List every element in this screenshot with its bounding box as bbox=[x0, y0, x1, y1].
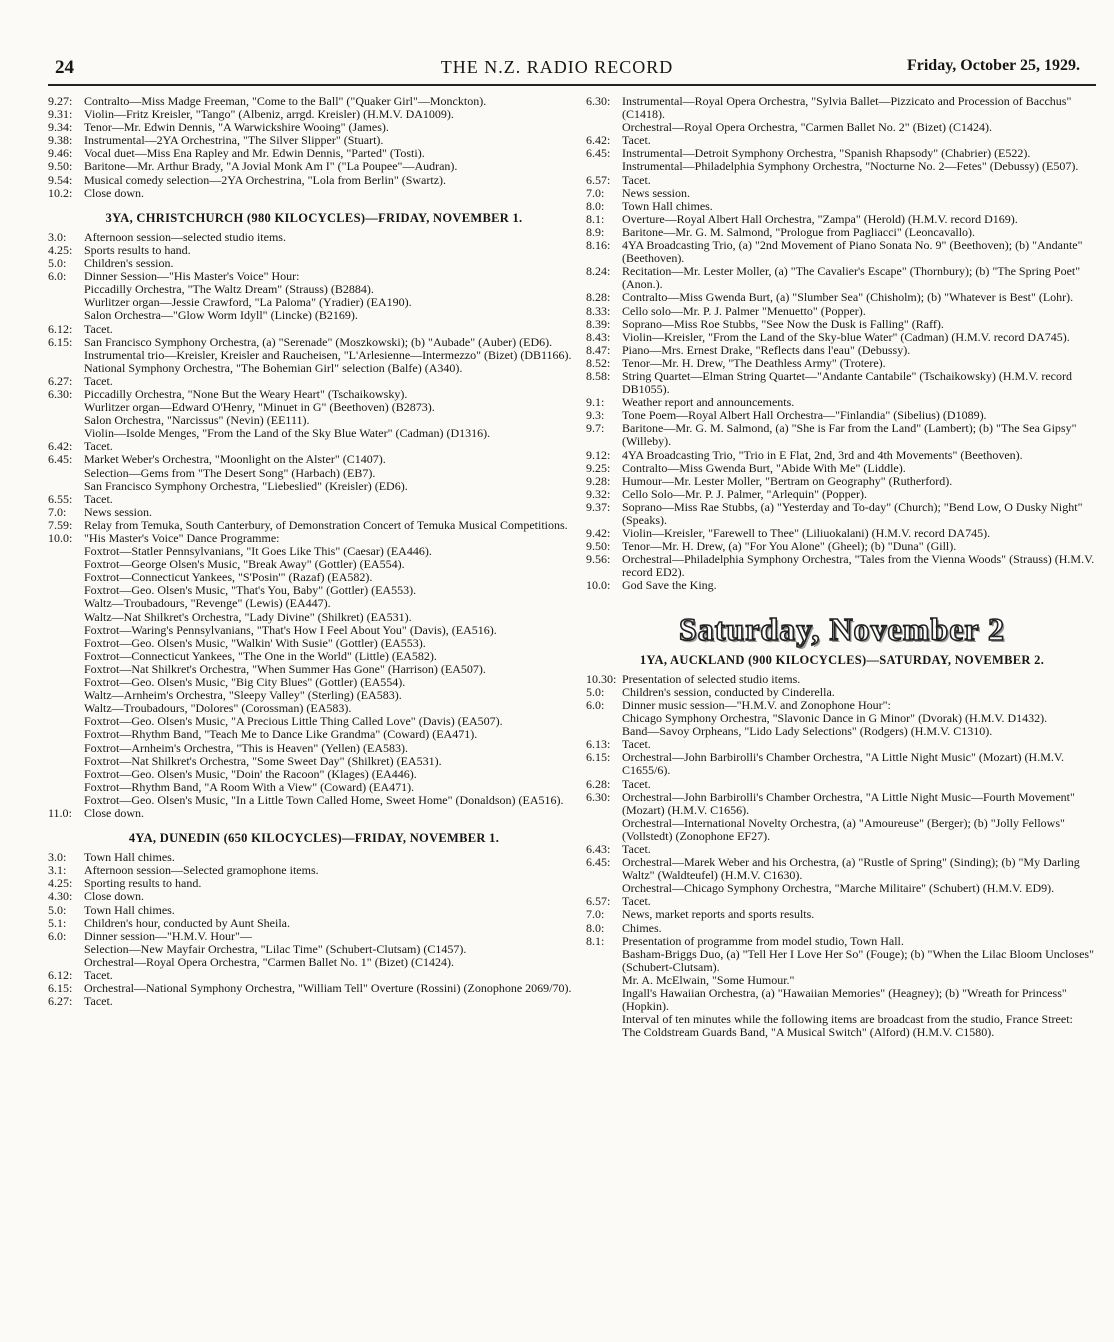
entry-time: 8.1 : bbox=[586, 935, 622, 948]
entry-time: 9.27 : bbox=[48, 95, 84, 108]
sub-item: Foxtrot—Geo. Olsen's Music, "That's You, Baby" (Gottler) (EA553). bbox=[84, 583, 417, 598]
entry-text: Children's session. bbox=[84, 256, 174, 271]
publication-title: THE N.Z. RADIO RECORD bbox=[440, 57, 674, 77]
sub-item: Interval of ten minutes while the following items are broadcast from the studio, France Street: bbox=[622, 1012, 1073, 1027]
schedule-entry bbox=[586, 239, 1098, 265]
schedule-entry bbox=[48, 890, 580, 903]
schedule-entry bbox=[586, 449, 1098, 462]
entry-text: Town Hall chimes. bbox=[622, 198, 713, 213]
schedule-entry bbox=[586, 318, 1098, 331]
sub-item: Mr. A. McElwain, "Some Humour." bbox=[622, 972, 795, 987]
schedule-entry bbox=[586, 187, 1098, 200]
entry-text: 4YA Broadcasting Trio, (a) "2nd Movement of Piano Sonata No. 9" (Beethoven); (b) "Andante" (Beethoven). bbox=[622, 238, 1083, 266]
entry-text: Tone Poem—Royal Albert Hall Orchestra—"Finlandia" (Sibelius) (D1089). bbox=[622, 408, 987, 423]
sub-item: Basham-Briggs Duo, (a) "Tell Her I Love Her So" (Fouge); (b) "When the Lilac Bloom Uncloses" (Schubert-Clutsam). bbox=[622, 946, 1094, 974]
schedule-entry bbox=[586, 751, 1098, 777]
left-column bbox=[48, 95, 580, 1008]
entry-text: Tacet. bbox=[84, 321, 113, 336]
sub-item: Waltz—Arnheim's Orchestra, "Sleepy Valley" (Sterling) (EA583). bbox=[84, 688, 402, 703]
entry-text: Overture—Royal Albert Hall Orchestra, "Zampa" (Herold) (H.M.V. record D169). bbox=[622, 211, 1018, 226]
schedule-entry bbox=[48, 160, 580, 173]
schedule-entry bbox=[48, 336, 580, 349]
entry-time: 6.45 : bbox=[586, 856, 622, 882]
sub-item: Chicago Symphony Orchestra, "Slavonic Dance in G Minor" (Dvorak) (H.M.V. D1432). bbox=[622, 711, 1048, 726]
entry-text: Tacet. bbox=[622, 776, 651, 791]
entry-text: Children's hour, conducted by Aunt Sheila. bbox=[84, 915, 290, 930]
sub-item: Selection—Gems from "The Desert Song" (Harbach) (EB7). bbox=[84, 465, 376, 480]
entry-text: Town Hall chimes. bbox=[84, 902, 175, 917]
entry-time: 8.0 : bbox=[586, 922, 622, 935]
entry-time: 10.30 : bbox=[586, 673, 622, 686]
schedule-entry bbox=[586, 213, 1098, 226]
sub-item: Band—Savoy Orpheans, "Lido Lady Selections" (Rodgers) (H.M.V. C1310). bbox=[622, 724, 993, 739]
schedule-entry bbox=[586, 174, 1098, 187]
entry-text: Instrumental—Royal Opera Orchestra, "Sylvia Ballet—Pizzicato and Procession of Bacchus" (C1418). bbox=[622, 94, 1072, 122]
entry-text: Presentation of selected studio items. bbox=[622, 671, 801, 686]
page-header bbox=[0, 57, 1114, 83]
entry-time: 8.9 : bbox=[586, 226, 622, 239]
entry-time: 9.31 : bbox=[48, 108, 84, 121]
sub-item: Violin—Isolde Menges, "From the Land of the Sky Blue Water" (Cadman) (D1316). bbox=[84, 426, 491, 441]
entry-text: Baritone—Mr. G. M. Salmond, "Prologue from Pagliacci" (Leoncavallo). bbox=[622, 224, 976, 239]
sub-item: Foxtrot—Nat Shilkret's Orchestra, "When Summer Has Gone" (Harrison) (EA507). bbox=[84, 661, 486, 676]
station-heading-christchurch: 3YA, CHRISTCHURCH (980 KILOCYCLES)—FRIDAY, NOVEMBER 1. bbox=[105, 210, 523, 225]
entry-time: 6.27 : bbox=[48, 375, 84, 388]
entry-text: Dinner Session—"His Master's Voice" Hour: bbox=[84, 269, 300, 284]
sub-item: National Symphony Orchestra, "The Bohemian Girl" selection (Balfe) (A340). bbox=[84, 360, 463, 375]
entry-time: 8.0 : bbox=[586, 200, 622, 213]
sub-item: Selection—New Mayfair Orchestra, "Lilac Time" (Schubert-Clutsam) (C1457). bbox=[84, 941, 467, 956]
station-heading-auckland: 1YA, AUCKLAND (900 KILOCYCLES)—SATURDAY, NOVEMBER 2. bbox=[639, 652, 1045, 667]
sub-item: Orchestral—Chicago Symphony Orchestra, "Marche Militaire" (Schubert) (H.M.V. ED9). bbox=[622, 881, 1055, 896]
sub-item: Wurlitzer organ—Edward O'Henry, "Minuet in G" (Beethoven) (B2873). bbox=[84, 400, 435, 415]
issue-date: Friday, October 25, 1929. bbox=[906, 57, 1080, 74]
entry-text: Soprano—Miss Rae Stubbs, (a) "Yesterday and To-day" (Church); "Bend Low, O Dusky Night" (Speaks). bbox=[622, 499, 1083, 527]
schedule-entry bbox=[586, 553, 1098, 579]
entry-time: 8.24 : bbox=[586, 265, 622, 291]
entry-text: Piccadilly Orchestra, "None But the Weary Heart" (Tschaikowsky). bbox=[84, 386, 408, 401]
entry-text: Tacet. bbox=[622, 737, 651, 752]
sub-item: Waltz—Troubadours, "Dolores" (Corossman) (EA583). bbox=[84, 701, 352, 716]
entry-time: 6.45 : bbox=[586, 147, 622, 160]
page-number: 24 bbox=[55, 57, 74, 78]
entry-time: 6.15 : bbox=[48, 982, 84, 995]
sub-item: Salon Orchestra, "Narcissus" (Nevin) (EE111). bbox=[84, 413, 310, 428]
entry-text: Dinner music session—"H.M.V. and Zonophone Hour": bbox=[622, 697, 891, 712]
sub-item: Foxtrot—Connecticut Yankees, "The One in the World" (Little) (EA582). bbox=[84, 648, 437, 663]
entry-time: 9.37 : bbox=[586, 501, 622, 527]
schedule-entry bbox=[586, 331, 1098, 344]
sub-item: Foxtrot—Geo. Olsen's Music, "A Precious Little Thing Called Love" (Davis) (EA507). bbox=[84, 714, 503, 729]
entry-time: 9.50 : bbox=[586, 540, 622, 553]
entry-time: 6.30 : bbox=[48, 388, 84, 401]
day-title: Saturday, November 2 bbox=[678, 610, 1006, 647]
entry-text: Tacet. bbox=[622, 133, 651, 148]
schedule-entry bbox=[586, 922, 1098, 935]
entry-time: 9.42 : bbox=[586, 527, 622, 540]
entry-time: 3.0 : bbox=[48, 231, 84, 244]
entry-text: Afternoon session—selected studio items. bbox=[84, 229, 286, 244]
sub-item: Wurlitzer organ—Jessie Crawford, "La Paloma" (Yradier) (EA190). bbox=[84, 295, 412, 310]
entry-time: 8.33 : bbox=[586, 305, 622, 318]
entry-time: 6.0 : bbox=[48, 930, 84, 943]
entry-text: Tacet. bbox=[622, 841, 651, 856]
entry-time: 9.12 : bbox=[586, 449, 622, 462]
schedule-entry bbox=[586, 305, 1098, 318]
entry-text: Baritone—Mr. Arthur Brady, "A Jovial Monk Am I" ("La Poupee"—Audran). bbox=[84, 159, 458, 174]
schedule-entry bbox=[586, 791, 1098, 817]
entry-text: Tenor—Mr. Edwin Dennis, "A Warwickshire Wooing" (James). bbox=[84, 120, 389, 135]
entry-time: 4.30 : bbox=[48, 890, 84, 903]
entry-time: 8.58 : bbox=[586, 370, 622, 396]
entry-text: Close down. bbox=[84, 805, 144, 820]
entry-time: 8.52 : bbox=[586, 357, 622, 370]
sub-item: Foxtrot—Nat Shilkret's Orchestra, "Some Sweet Day" (Shilkret) (EA531). bbox=[84, 753, 442, 768]
schedule-entry bbox=[48, 231, 580, 244]
entry-text: Recitation—Mr. Lester Moller, (a) "The Cavalier's Escape" (Thornbury); (b) "The Spring Poet" (Anon.). bbox=[622, 264, 1081, 292]
entry-time: 6.12 : bbox=[48, 323, 84, 336]
entry-time: 5.0 : bbox=[586, 686, 622, 699]
entry-text: Chimes. bbox=[622, 920, 662, 935]
sub-item: Foxtrot—Rhythm Band, "A Room With a View" (Coward) (EA471). bbox=[84, 779, 415, 794]
sub-item: Foxtrot—Geo. Olsen's Music, "In a Little Town Called Home, Sweet Home" (Donaldson) (EA516). bbox=[84, 792, 564, 807]
entry-text: Tenor—Mr. H. Drew, (a) "For You Alone" (Gheel); (b) "Duna" (Gill). bbox=[622, 539, 957, 554]
entry-text: News session. bbox=[84, 504, 152, 519]
sub-item: Instrumental—Philadelphia Symphony Orchestra, "Nocturne No. 2—Fetes" (Debussy) (E507). bbox=[622, 159, 1079, 174]
entry-text: Orchestral—Marek Weber and his Orchestra, (a) "Rustle of Spring" (Sinding); (b) "My Darling Waltz" (Waldteufel) (H.M.V. C1630). bbox=[622, 855, 1080, 883]
schedule-entry bbox=[586, 686, 1098, 699]
schedule-entry bbox=[48, 187, 580, 200]
entry-time: 6.42 : bbox=[586, 134, 622, 147]
entry-time: 7.59 : bbox=[48, 519, 84, 532]
entry-text: Market Weber's Orchestra, "Moonlight on the Alster" (C1407). bbox=[84, 452, 386, 467]
entry-time: 9.46 : bbox=[48, 147, 84, 160]
entry-text: Tacet. bbox=[84, 491, 113, 506]
schedule-entry bbox=[586, 265, 1098, 291]
entry-time: 3.0 : bbox=[48, 851, 84, 864]
sub-item: Foxtrot—Statler Pennsylvanians, "It Goes Like This" (Caesar) (EA446). bbox=[84, 544, 432, 559]
entry-time: 10.2 : bbox=[48, 187, 84, 200]
schedule-entry bbox=[586, 370, 1098, 396]
schedule-entry bbox=[48, 904, 580, 917]
sub-item: Orchestral—Royal Opera Orchestra, "Carmen Ballet No. 1" (Bizet) (C1424). bbox=[84, 954, 455, 969]
entry-time: 9.32 : bbox=[586, 488, 622, 501]
schedule-entry bbox=[586, 501, 1098, 527]
entry-text: Tacet. bbox=[84, 373, 113, 388]
entry-text: Contralto—Miss Gwenda Burt, "Abide With Me" (Liddle). bbox=[622, 460, 906, 475]
entry-time: 5.0 : bbox=[48, 257, 84, 270]
entry-text: Baritone—Mr. G. M. Salmond, (a) "She is Far from the Land" (Lambert); (b) "The Sea Gipsy" (Willeby). bbox=[622, 421, 1077, 449]
entry-time: 5.1 : bbox=[48, 917, 84, 930]
entry-time: 6.42 : bbox=[48, 440, 84, 453]
sub-item: Foxtrot—Geo. Olsen's Music, "Big City Blues" (Gottler) (EA554). bbox=[84, 675, 406, 690]
spacer bbox=[48, 200, 580, 212]
schedule-entry bbox=[586, 673, 1098, 686]
entry-text: Musical comedy selection—2YA Orchestrina, "Lola from Berlin" (Swartz). bbox=[84, 172, 447, 187]
entry-text: Afternoon session—Selected gramophone items. bbox=[84, 863, 319, 878]
entry-text: Cello Solo—Mr. P. J. Palmer, "Arlequin" (Popper). bbox=[622, 486, 867, 501]
entry-time: 7.0 : bbox=[586, 187, 622, 200]
entry-text: Close down. bbox=[84, 889, 144, 904]
entry-time: 10.0 : bbox=[586, 579, 622, 592]
entry-time: 7.0 : bbox=[586, 908, 622, 921]
entry-text: Weather report and announcements. bbox=[622, 395, 795, 410]
entry-text: Sports results to hand. bbox=[84, 242, 191, 257]
entry-text: Instrumental—Detroit Symphony Orchestra, "Spanish Rhapsody" (Chabrier) (E522). bbox=[622, 146, 1031, 161]
entry-text: Town Hall chimes. bbox=[84, 850, 175, 865]
entry-time: 6.0 : bbox=[586, 699, 622, 712]
sub-item: Foxtrot—Geo. Olsen's Music, "Doin' the Racoon" (Klages) (EA446). bbox=[84, 766, 417, 781]
schedule-entry bbox=[586, 95, 1098, 121]
entry-time: 6.57 : bbox=[586, 174, 622, 187]
sub-item: Piccadilly Orchestra, "The Waltz Dream" (Strauss) (B2884). bbox=[84, 282, 374, 297]
sub-item: Foxtrot—Geo. Olsen's Music, "Walkin' With Susie" (Gottler) (EA553). bbox=[84, 635, 426, 650]
entry-time: 6.0 : bbox=[48, 270, 84, 283]
entry-time: 6.45 : bbox=[48, 453, 84, 466]
entry-text: 4YA Broadcasting Trio, "Trio in E Flat, 2nd, 3rd and 4th Movements" (Beethoven). bbox=[622, 447, 1023, 462]
sub-item: The Coldstream Guards Band, "A Musical Switch" (Alford) (H.M.V. C1580). bbox=[622, 1025, 995, 1040]
schedule-entry bbox=[48, 506, 580, 519]
entry-time: 6.27 : bbox=[48, 995, 84, 1008]
header-rule bbox=[48, 84, 1096, 86]
entry-time: 9.3 : bbox=[586, 409, 622, 422]
entry-text: Relay from Temuka, South Canterbury, of Demonstration Concert of Temuka Musical Competitions. bbox=[84, 517, 568, 532]
entry-text: Vocal duet—Miss Ena Rapley and Mr. Edwin Dennis, "Parted" (Tosti). bbox=[84, 146, 425, 161]
entry-time: 9.34 : bbox=[48, 121, 84, 134]
entry-time: 4.25 : bbox=[48, 877, 84, 890]
entry-text: Soprano—Miss Roe Stubbs, "See Now the Dusk is Falling" (Raff). bbox=[622, 316, 944, 331]
schedule-entry bbox=[586, 488, 1098, 501]
entry-text: News, market reports and sports results. bbox=[622, 907, 815, 922]
schedule-entry bbox=[48, 982, 580, 995]
entry-text: "His Master's Voice" Dance Programme: bbox=[84, 531, 280, 545]
entry-text: Humour—Mr. Lester Moller, "Bertram on Geography" (Rutherford). bbox=[622, 473, 953, 488]
entry-text: Piano—Mrs. Ernest Drake, "Reflects dans l'eau" (Debussy). bbox=[622, 342, 911, 357]
entry-time: 11.0 : bbox=[48, 807, 84, 820]
entry-text: Violin—Fritz Kreisler, "Tango" (Albeniz, arrgd. Kreisler) (H.M.V. DA1009). bbox=[84, 107, 454, 122]
entry-time: 6.43 : bbox=[586, 843, 622, 856]
entry-text: Close down. bbox=[84, 185, 144, 200]
entry-text: Contralto—Miss Madge Freeman, "Come to the Ball" ("Quaker Girl"—Monckton). bbox=[84, 94, 487, 108]
schedule-entry bbox=[586, 935, 1098, 948]
entry-time: 3.1 : bbox=[48, 864, 84, 877]
entry-text: String Quartet—Elman String Quartet—"Andante Cantabile" (Tschaikowsky) (H.M.V. record DB1055). bbox=[622, 368, 1072, 397]
entry-time: 8.39 : bbox=[586, 318, 622, 331]
entry-text: Violin—Kreisler, "Farewell to Thee" (Liliuokalani) (H.M.V. record DA745). bbox=[622, 526, 991, 541]
entry-time: 9.1 : bbox=[586, 396, 622, 409]
entry-time: 6.28 : bbox=[586, 778, 622, 791]
schedule-entry bbox=[586, 778, 1098, 791]
sub-item: Foxtrot—Waring's Pennsylvanians, "That's How I Feel About You" (Davis), (EA516). bbox=[84, 622, 497, 637]
schedule-entry bbox=[586, 475, 1098, 488]
entry-time: 9.50 : bbox=[48, 160, 84, 173]
right-column bbox=[586, 95, 1098, 1039]
schedule-entry bbox=[586, 291, 1098, 304]
entry-time: 10.0 : bbox=[48, 532, 84, 545]
entry-text: Contralto—Miss Gwenda Burt, (a) "Slumber Sea" (Chisholm); (b) "Whatever is Best" (Lohr). bbox=[622, 290, 1074, 305]
sub-item: Ingall's Hawaiian Orchestra, (a) "Hawaiian Memories" (Heagney); (b) "Wreath for Princess" (Hopkin). bbox=[622, 986, 1067, 1014]
schedule-entry bbox=[48, 174, 580, 187]
schedule-entry bbox=[48, 453, 580, 466]
entry-time: 6.15 : bbox=[586, 751, 622, 777]
entry-time: 9.25 : bbox=[586, 462, 622, 475]
entry-time: 9.28 : bbox=[586, 475, 622, 488]
entry-text: Sporting results to hand. bbox=[84, 876, 202, 891]
entry-text: San Francisco Symphony Orchestra, (a) "Serenade" (Moszkowski); (b) "Aubade" (Auber) (ED6). bbox=[84, 334, 553, 349]
entry-text: Violin—Kreisler, "From the Land of the Sky-blue Water" (Cadman) (H.M.V. record DA745). bbox=[622, 329, 1070, 344]
entry-text: Cello solo—Mr. P. J. Palmer "Menuetto" (Popper). bbox=[622, 303, 866, 318]
schedule-entry bbox=[48, 807, 580, 820]
sub-item: Foxtrot—Connecticut Yankees, "S'Posin'" (Razaf) (EA582). bbox=[84, 570, 373, 585]
entry-text: Orchestral—Philadelphia Symphony Orchestra, "Tales from the Vienna Woods" (Strauss) (H.M.V. record ED2). bbox=[622, 552, 1095, 580]
sub-item: San Francisco Symphony Orchestra, "Liebeslied" (Kreisler) (ED6). bbox=[84, 478, 408, 493]
schedule-entry bbox=[48, 375, 580, 388]
entry-text: Tenor—Mr. H. Drew, "The Deathless Army" (Trotere). bbox=[622, 355, 886, 370]
sub-item: Waltz—Nat Shilkret's Orchestra, "Lady Divine" (Shilkret) (EA531). bbox=[84, 609, 412, 624]
schedule-entry bbox=[586, 908, 1098, 921]
entry-text: Orchestral—John Barbirolli's Chamber Orchestra, "A Little Night Music" (Mozart) (H.M.V. C1655/6). bbox=[622, 750, 1064, 778]
sub-item: Foxtrot—Arnheim's Orchestra, "This is Heaven" (Yellen) (EA583). bbox=[84, 740, 409, 755]
entry-time: 8.16 : bbox=[586, 239, 622, 265]
entry-text: News session. bbox=[622, 185, 690, 200]
entry-time: 9.56 : bbox=[586, 553, 622, 579]
entry-time: 8.1 : bbox=[586, 213, 622, 226]
entry-text: Children's session, conducted by Cinderella. bbox=[622, 684, 835, 699]
schedule-entry bbox=[48, 493, 580, 506]
sub-item: Orchestral—International Novelty Orchestra, (a) "Amoureuse" (Berger); (b) "Jolly Fellows" (Vollstedt) (Zonophone EF27). bbox=[622, 815, 1065, 843]
schedule-entry bbox=[586, 579, 1098, 592]
entry-time: 8.28 : bbox=[586, 291, 622, 304]
entry-text: Orchestral—John Barbirolli's Chamber Orchestra, "A Little Night Music—Fourth Movement" (Mozart) (H.M.V. C1656). bbox=[622, 789, 1075, 817]
entry-text: God Save the King. bbox=[622, 578, 717, 593]
entry-time: 6.13 : bbox=[586, 738, 622, 751]
entry-time: 6.12 : bbox=[48, 969, 84, 982]
entry-time: 8.43 : bbox=[586, 331, 622, 344]
entry-time: 5.0 : bbox=[48, 904, 84, 917]
entry-text: Dinner session—"H.M.V. Hour"— bbox=[84, 928, 252, 943]
station-heading-dunedin: 4YA, DUNEDIN (650 KILOCYCLES)—FRIDAY, NOVEMBER 1. bbox=[128, 831, 500, 846]
schedule-entry bbox=[586, 422, 1098, 448]
schedule-entry bbox=[586, 200, 1098, 213]
schedule-entry bbox=[48, 995, 580, 1008]
entry-time: 9.54 : bbox=[48, 174, 84, 187]
entry-time: 6.55 : bbox=[48, 493, 84, 506]
entry-time: 9.7 : bbox=[586, 422, 622, 448]
sub-item: Foxtrot—George Olsen's Music, "Break Away" (Gottler) (EA554). bbox=[84, 557, 405, 572]
entry-text: Instrumental—2YA Orchestrina, "The Silver Slipper" (Stuart). bbox=[84, 133, 384, 148]
entry-text: Orchestral—National Symphony Orchestra, "William Tell" Overture (Rossini) (Zonophone 2069/70). bbox=[84, 981, 572, 996]
entry-text: Tacet. bbox=[622, 894, 651, 909]
sub-item: Instrumental trio—Kreisler, Kreisler and Raucheisen, "L'Arlesienne—Intermezzo" (Bizet) (DB1166). bbox=[84, 347, 572, 362]
schedule-entry bbox=[48, 917, 580, 930]
entry-text: Tacet. bbox=[84, 968, 113, 982]
entry-time: 9.38 : bbox=[48, 134, 84, 147]
entry-time: 8.47 : bbox=[586, 344, 622, 357]
entry-text: Tacet. bbox=[84, 994, 113, 1009]
entry-text: Tacet. bbox=[84, 439, 113, 454]
schedule-entry bbox=[586, 856, 1098, 882]
schedule-entry bbox=[586, 357, 1098, 370]
entry-time: 6.30 : bbox=[586, 791, 622, 817]
sub-item: Waltz—Troubadours, "Revenge" (Lewis) (EA447). bbox=[84, 596, 331, 611]
entry-time: 6.57 : bbox=[586, 895, 622, 908]
entry-time: 7.0 : bbox=[48, 506, 84, 519]
sub-item: Salon Orchestra—"Glow Worm Idyll" (Lincke) (B2169). bbox=[84, 308, 358, 323]
entry-text: Tacet. bbox=[622, 172, 651, 187]
schedule-entry bbox=[586, 462, 1098, 475]
entry-time: 6.30 : bbox=[586, 95, 622, 121]
entry-time: 4.25 : bbox=[48, 244, 84, 257]
entry-time: 6.15 : bbox=[48, 336, 84, 349]
sub-item: Orchestral—Royal Opera Orchestra, "Carmen Ballet No. 2" (Bizet) (C1424). bbox=[622, 120, 993, 135]
entry-text: Presentation of programme from model studio, Town Hall. bbox=[622, 933, 904, 948]
schedule-entry bbox=[48, 323, 580, 336]
schedule-entry bbox=[586, 344, 1098, 357]
sub-item: Foxtrot—Rhythm Band, "Teach Me to Dance Like Grandma" (Coward) (EA471). bbox=[84, 727, 478, 742]
schedule-entry bbox=[48, 930, 580, 943]
